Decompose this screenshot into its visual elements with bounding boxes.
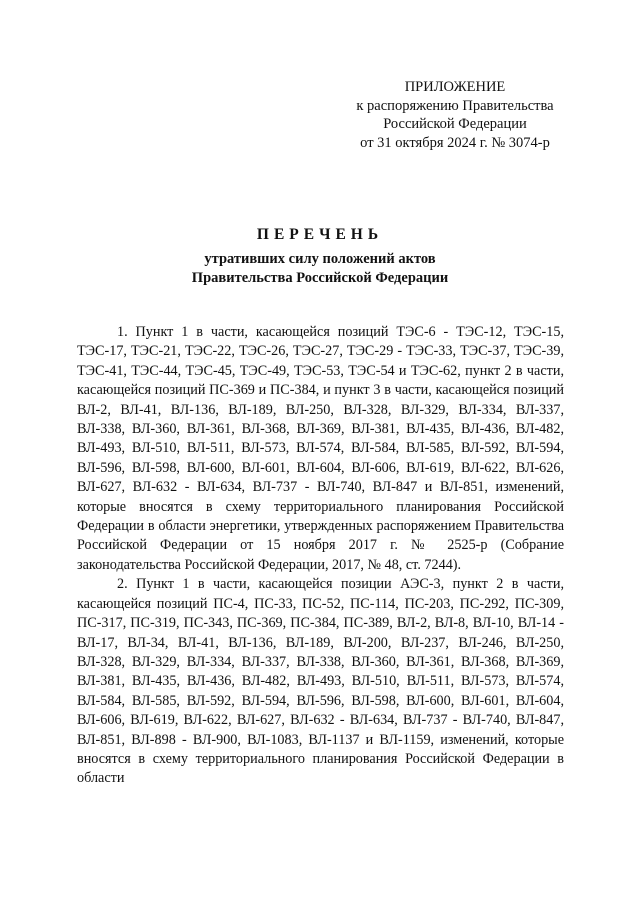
appendix-reference: к распоряжению Правительства — [356, 97, 554, 114]
document-subtitle — [60, 250, 580, 288]
paragraph-1: 1. Пункт 1 в части, касающейся позиций ТЭС-6 - ТЭС-12, ТЭС-15, ТЭС-17, ТЭС-21, ТЭС-22, ТЭС-26, ТЭС-27, ТЭС-29 - ТЭС-33, ТЭС-37, ТЭС-39, ТЭС-41, ТЭС-44, ТЭС-45, ТЭС-49, ТЭС-53, ТЭС-54 и ТЭС-62, пункт 2 в части, касающейся позиций ПС-369 и ПС-384, и пункт 3 в части, касающейся позиций ВЛ-2, ВЛ-41, ВЛ-136, ВЛ-189, ВЛ-250, ВЛ-328, ВЛ-329, ВЛ-334, ВЛ-337, ВЛ-338, ВЛ-360, ВЛ-361, ВЛ-368, ВЛ-369, ВЛ-381, ВЛ-435, ВЛ-436, ВЛ-482, ВЛ-493, ВЛ-510, ВЛ-511, ВЛ-573, ВЛ-574, ВЛ-584, ВЛ-585, ВЛ-592, ВЛ-594, ВЛ-596, ВЛ-598, ВЛ-600, ВЛ-601, ВЛ-604, ВЛ-606, ВЛ-619, ВЛ-622, ВЛ-626, ВЛ-627, ВЛ-632 - ВЛ-634, ВЛ-737 - ВЛ-740, ВЛ-847 и ВЛ-851, изменений, которые вносятся в схему территориального планирования Российской Федерации в области энергетики, утвержденных распоряжением Правительства Российской Федерации от 15 ноября 2017 г. № 2525-р (Собрание законодательства Российской Федерации, 2017, № 48, ст. 7244). — [77, 324, 564, 573]
subtitle-line-2: Правительства Российской Федерации — [191, 270, 449, 286]
paragraph-2: 2. Пункт 1 в части, касающейся позиции АЭС-3, пункт 2 в части, касающейся позиций ПС-4, ПС-33, ПС-52, ПС-114, ПС-203, ПС-292, ПС-309, ПС-317, ПС-319, ПС-343, ПС-369, ПС-384, ПС-389, ВЛ-2, ВЛ-8, ВЛ-10, ВЛ-14 - ВЛ-17, ВЛ-34, ВЛ-41, ВЛ-136, ВЛ-189, ВЛ-200, ВЛ-237, ВЛ-246, ВЛ-250, ВЛ-328, ВЛ-329, ВЛ-334, ВЛ-337, ВЛ-338, ВЛ-360, ВЛ-361, ВЛ-368, ВЛ-369, ВЛ-381, ВЛ-435, ВЛ-436, ВЛ-482, ВЛ-493, ВЛ-510, ВЛ-511, ВЛ-573, ВЛ-574, ВЛ-584, ВЛ-585, ВЛ-592, ВЛ-594, ВЛ-596, ВЛ-598, ВЛ-600, ВЛ-601, ВЛ-604, ВЛ-606, ВЛ-619, ВЛ-622, ВЛ-627, ВЛ-632 - ВЛ-634, ВЛ-737 - ВЛ-740, ВЛ-847, ВЛ-851, ВЛ-898 - ВЛ-900, ВЛ-1083, ВЛ-1137 и ВЛ-1159, изменений, которые вносятся в схему территориального планирования Российской Федерации в области — [77, 576, 564, 787]
appendix-label: ПРИЛОЖЕНИЕ — [404, 79, 506, 95]
subtitle-line-1: утративших силу положений актов — [204, 251, 436, 267]
appendix-date-number: от 31 октября 2024 г. № 3074-р — [360, 134, 550, 151]
appendix-header — [330, 78, 580, 152]
document-title: ПЕРЕЧЕНЬ — [256, 226, 384, 243]
appendix-issuer: Российской Федерации — [383, 116, 527, 132]
document-body — [77, 323, 564, 789]
